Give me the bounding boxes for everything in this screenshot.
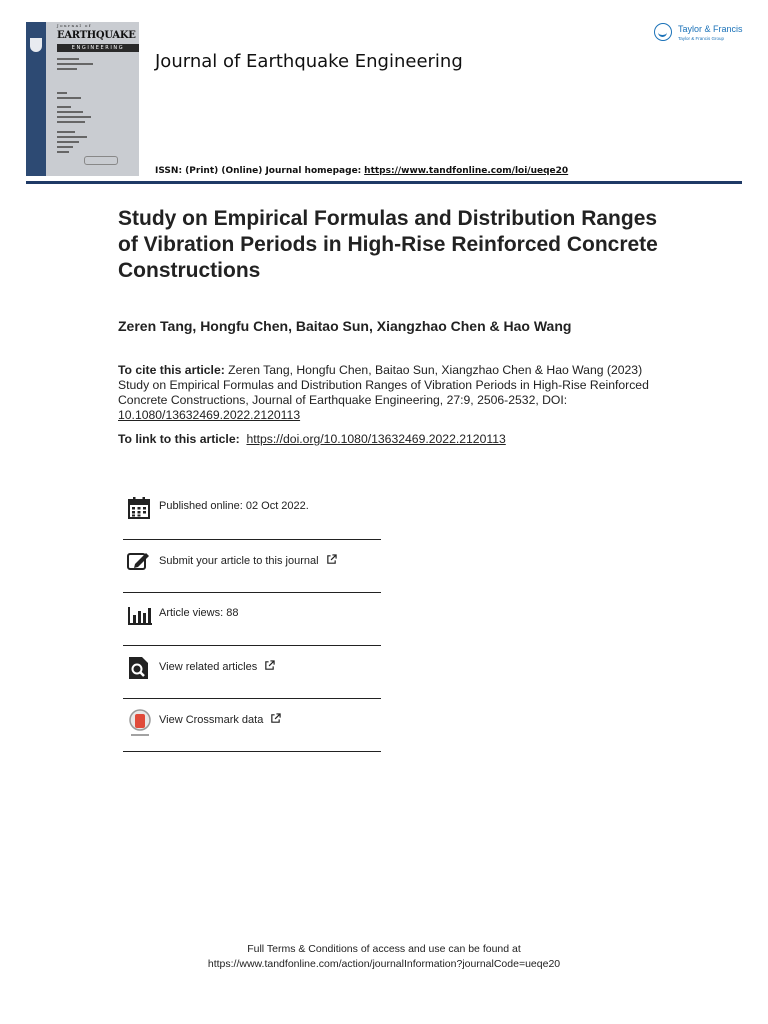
issn-label: ISSN: (Print) (Online) Journal homepage:: [155, 166, 362, 176]
footer-terms-link[interactable]: https://www.tandfonline.com/action/journalInformation?journalCode=ueqe20: [207, 958, 561, 970]
article-title: Study on Empirical Formulas and Distribution Ranges of Vibration Periods in High-Rise Reinforced Concrete Constructions: [118, 207, 658, 282]
article-authors: Zeren Tang, Hongfu Chen, Baitao Sun, Xiangzhao Chen & Hao Wang: [118, 318, 572, 334]
search-document-icon: [127, 656, 151, 680]
related-articles-label: View related articles: [159, 661, 258, 673]
link-label: To link to this article:: [118, 432, 240, 446]
journal-cover-image: [26, 22, 139, 176]
citation-block: [118, 363, 658, 423]
journal-title: Journal of Earthquake Engineering: [155, 51, 463, 72]
article-actions-list: [123, 486, 381, 752]
article-doi-link[interactable]: https://doi.org/10.1080/13632469.2022.2120113: [246, 432, 506, 446]
bar-chart-icon: [127, 603, 151, 627]
publisher-name: Taylor & Francis: [678, 24, 743, 34]
cover-word-large: EARTHQUAKE: [57, 30, 136, 41]
header-divider: [26, 181, 742, 184]
external-link-icon: [270, 713, 281, 724]
published-online-label: Published online: 02 Oct 2022.: [159, 500, 309, 512]
terms-footer: [0, 942, 768, 972]
article-views-label: Article views: 88: [159, 607, 239, 619]
publisher-subtitle: Taylor & Francis Group: [678, 36, 725, 41]
crossmark-link[interactable]: [123, 699, 381, 752]
issn-line: [155, 166, 568, 176]
published-online-item: [123, 486, 381, 540]
crossmark-label: View Crossmark data: [159, 714, 264, 726]
cover-emblem-icon: [30, 38, 42, 52]
submit-article-link[interactable]: [123, 540, 381, 593]
cite-text: Zeren Tang, Hongfu Chen, Baitao Sun, Xiangzhao Chen & Hao Wang (2023) Study on Empirical Formulas and Distribution Ranges of Vibration Periods in High-Rise Reinforced Concrete Constructions, Journal of Earthquake Engineering, 27:9, 2506-2532, DOI:: [118, 363, 649, 407]
edit-icon: [127, 550, 151, 574]
cover-publisher-logo: [84, 156, 118, 165]
calendar-icon: [127, 496, 151, 520]
crossmark-icon: [127, 709, 151, 733]
article-link-line: [118, 432, 506, 446]
submit-article-label: Submit your article to this journal: [159, 555, 319, 567]
footer-terms-text: Full Terms & Conditions of access and use can be found at: [247, 943, 521, 955]
external-link-icon: [326, 554, 337, 565]
cite-label: To cite this article:: [118, 363, 225, 377]
related-articles-link[interactable]: [123, 646, 381, 699]
journal-homepage-link[interactable]: https://www.tandfonline.com/loi/ueqe20: [364, 166, 569, 176]
external-link-icon: [264, 660, 275, 671]
taylor-francis-icon: [654, 23, 672, 41]
article-views-item: [123, 593, 381, 646]
cover-word-band: ENGINEERING: [57, 44, 139, 52]
cover-word-small: Journal of: [57, 23, 92, 28]
taylor-francis-logo[interactable]: [653, 22, 748, 48]
cite-doi-link[interactable]: 10.1080/13632469.2022.2120113: [118, 408, 301, 422]
